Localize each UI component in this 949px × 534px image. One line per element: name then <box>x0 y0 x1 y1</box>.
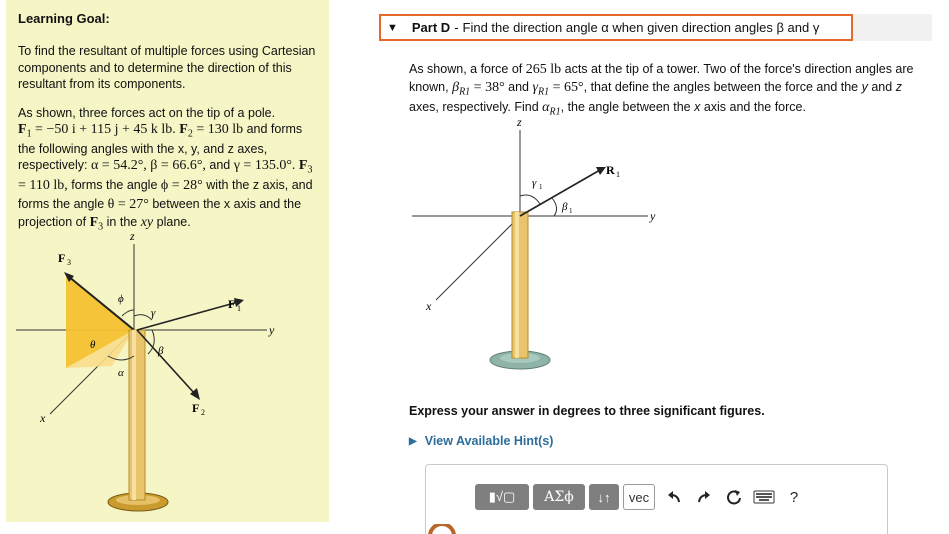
part-separator: - <box>454 20 459 35</box>
gamma-subscript: R1 <box>538 86 550 98</box>
pole <box>129 330 145 500</box>
math-toolbar <box>475 484 809 510</box>
gamma-arc <box>134 315 152 320</box>
redo-icon[interactable] <box>689 484 719 510</box>
logo-icon <box>428 524 458 534</box>
f1-equation: = −50 i + 115 j + 45 k lb. <box>35 122 176 138</box>
f3-figure-label: F <box>58 251 66 265</box>
and-text: and <box>209 158 231 173</box>
beta-r1-value: = 38° <box>473 80 505 96</box>
f2-figure-sub: 2 <box>201 408 205 417</box>
gamma-r1-value: = 65° <box>552 80 584 96</box>
x-axis-line-right <box>436 216 520 300</box>
hints-label: View Available Hint(s) <box>424 434 554 448</box>
plane-name: xy <box>140 214 154 230</box>
problem-text-3: , that define the angles between the force and the <box>583 80 859 95</box>
keyboard-icon[interactable] <box>749 484 779 510</box>
templates-button[interactable]: ▮√▢ <box>475 484 529 510</box>
y-axis-label: y <box>269 323 275 337</box>
x-axis-label-right: x <box>426 299 432 313</box>
angles-text: and forms the following angles with the x, y, and z axes, respectively: <box>18 122 303 173</box>
problem-text-6: axis and the force. <box>703 100 806 115</box>
learning-goal-title: Learning Goal: <box>18 11 110 26</box>
part-d-toggle[interactable] <box>379 14 853 41</box>
help-icon[interactable]: ? <box>789 488 799 506</box>
force-magnitude: 265 lb <box>525 62 562 77</box>
phi-arc <box>122 310 134 316</box>
f1-label: F <box>18 122 27 138</box>
tower-pole <box>512 212 528 358</box>
undo-icon[interactable] <box>659 484 689 510</box>
f3-label-2: F <box>89 214 99 230</box>
beta1-label: β <box>562 201 568 213</box>
tower-pole-highlight <box>515 212 519 358</box>
f2-label: F <box>179 122 188 138</box>
beta-value: β = 66.6°, <box>150 158 206 174</box>
f3-equation: = 110 lb, <box>18 178 68 194</box>
theta-label: θ <box>90 339 96 351</box>
arrows-button[interactable]: ↓↑ <box>589 484 619 510</box>
alpha-label: α <box>118 367 124 379</box>
plane-end-text: plane. <box>156 214 191 229</box>
plane-text: in the <box>106 214 138 229</box>
answer-instructions: Express your answer in degrees to three significant figures. <box>409 404 765 418</box>
tower-force-figure <box>404 112 674 382</box>
z-axis-word: z <box>895 80 902 95</box>
problem-text-4: axes, respectively. Find <box>409 100 539 115</box>
answer-box <box>425 464 888 534</box>
r1-label: R <box>606 163 615 177</box>
z-axis-label: z <box>130 229 135 243</box>
f2-figure-label: F <box>192 401 200 415</box>
theta-text: between the x axis and the projection of <box>18 196 302 229</box>
gamma-label: γ <box>151 307 156 319</box>
alpha-subscript: R1 <box>549 106 561 118</box>
gamma1-arc <box>520 195 540 204</box>
z-axis-label-right: z <box>517 115 522 129</box>
f3-forms-text: forms the angle <box>71 178 158 193</box>
three-forces-figure <box>12 226 322 522</box>
part-title: Find the direction angle α when given direction angles β and γ <box>462 20 820 35</box>
alpha-value: α = 54.2°, <box>90 158 147 174</box>
alpha-symbol: α <box>542 100 550 116</box>
phi-label: ϕ <box>118 293 124 305</box>
f1-figure-label: F <box>228 297 236 311</box>
beta1-arc <box>552 198 557 216</box>
learning-goal-text: To find the resultant of multiple forces using Cartesian components and to determine the direction of this resultant from its components. <box>18 44 316 92</box>
and-text-2: and <box>871 80 893 95</box>
learning-goal-panel <box>6 0 329 522</box>
y-axis-label-right: y <box>650 209 656 223</box>
greek-symbols-button[interactable]: ΑΣϕ <box>533 484 585 510</box>
beta1-subscript: 1 <box>569 207 573 215</box>
vec-button[interactable]: vec <box>623 484 655 510</box>
problem-text-2: acts at the tip of a tower. Two of the force's direction angles are known, <box>409 62 914 95</box>
f3-label: F <box>298 158 308 174</box>
caret-right-icon: ▶ <box>409 435 417 447</box>
phi-text: with the z axis, and forms the angle <box>18 178 313 211</box>
scenario-text: As shown, three forces act on the tip of a pole. $F_1 = -50$ i + 115 j + 45 k lb. $F_2 = 130$ lb and forms the following angles with the x, y, and z axes, respectively: α = 54.2°, β = 66.6°, and γ = 135.0°. $F_3 = 110$ lb, forms the angle ϕ = 28° with the z axis, and forms the angle θ = 27° between the x axis and the projection of $F_3$ in the xy plane. <box>18 105 313 233</box>
r1-subscript: 1 <box>616 170 620 179</box>
caret-down-icon[interactable]: ▼ <box>387 21 398 34</box>
beta-subscript: R1 <box>459 86 471 98</box>
gamma1-label: γ <box>532 177 537 189</box>
problem-statement <box>409 61 934 119</box>
f3-figure-sub: 3 <box>67 258 71 267</box>
part-label: Part D <box>411 20 451 35</box>
phi-value: ϕ = 28° <box>160 178 203 194</box>
theta-value: θ = 27° <box>107 196 149 212</box>
f2-vector <box>137 330 195 394</box>
y-axis-word: y <box>861 80 868 95</box>
beta-label: β <box>158 345 164 357</box>
and-text-right: and <box>508 80 530 95</box>
part-d-header <box>379 14 932 41</box>
problem-text-1: As shown, a force of <box>409 62 523 76</box>
gamma-symbol: γ <box>532 80 539 96</box>
problem-text-5: , the angle between the <box>560 100 691 115</box>
gamma-value: γ = 135.0°. <box>233 158 296 174</box>
gamma1-subscript: 1 <box>539 183 543 191</box>
view-hints-link[interactable] <box>409 434 553 448</box>
f2-equation: = 130 lb <box>196 122 244 138</box>
pole-highlight <box>132 330 136 500</box>
beta-symbol: β <box>452 80 460 96</box>
f1-figure-sub: 1 <box>237 304 241 313</box>
reset-icon[interactable] <box>719 484 749 510</box>
scenario-intro: As shown, three forces act on the tip of a pole. <box>18 105 276 120</box>
x-axis-word: x <box>694 100 701 115</box>
x-axis-label: x <box>40 411 46 425</box>
